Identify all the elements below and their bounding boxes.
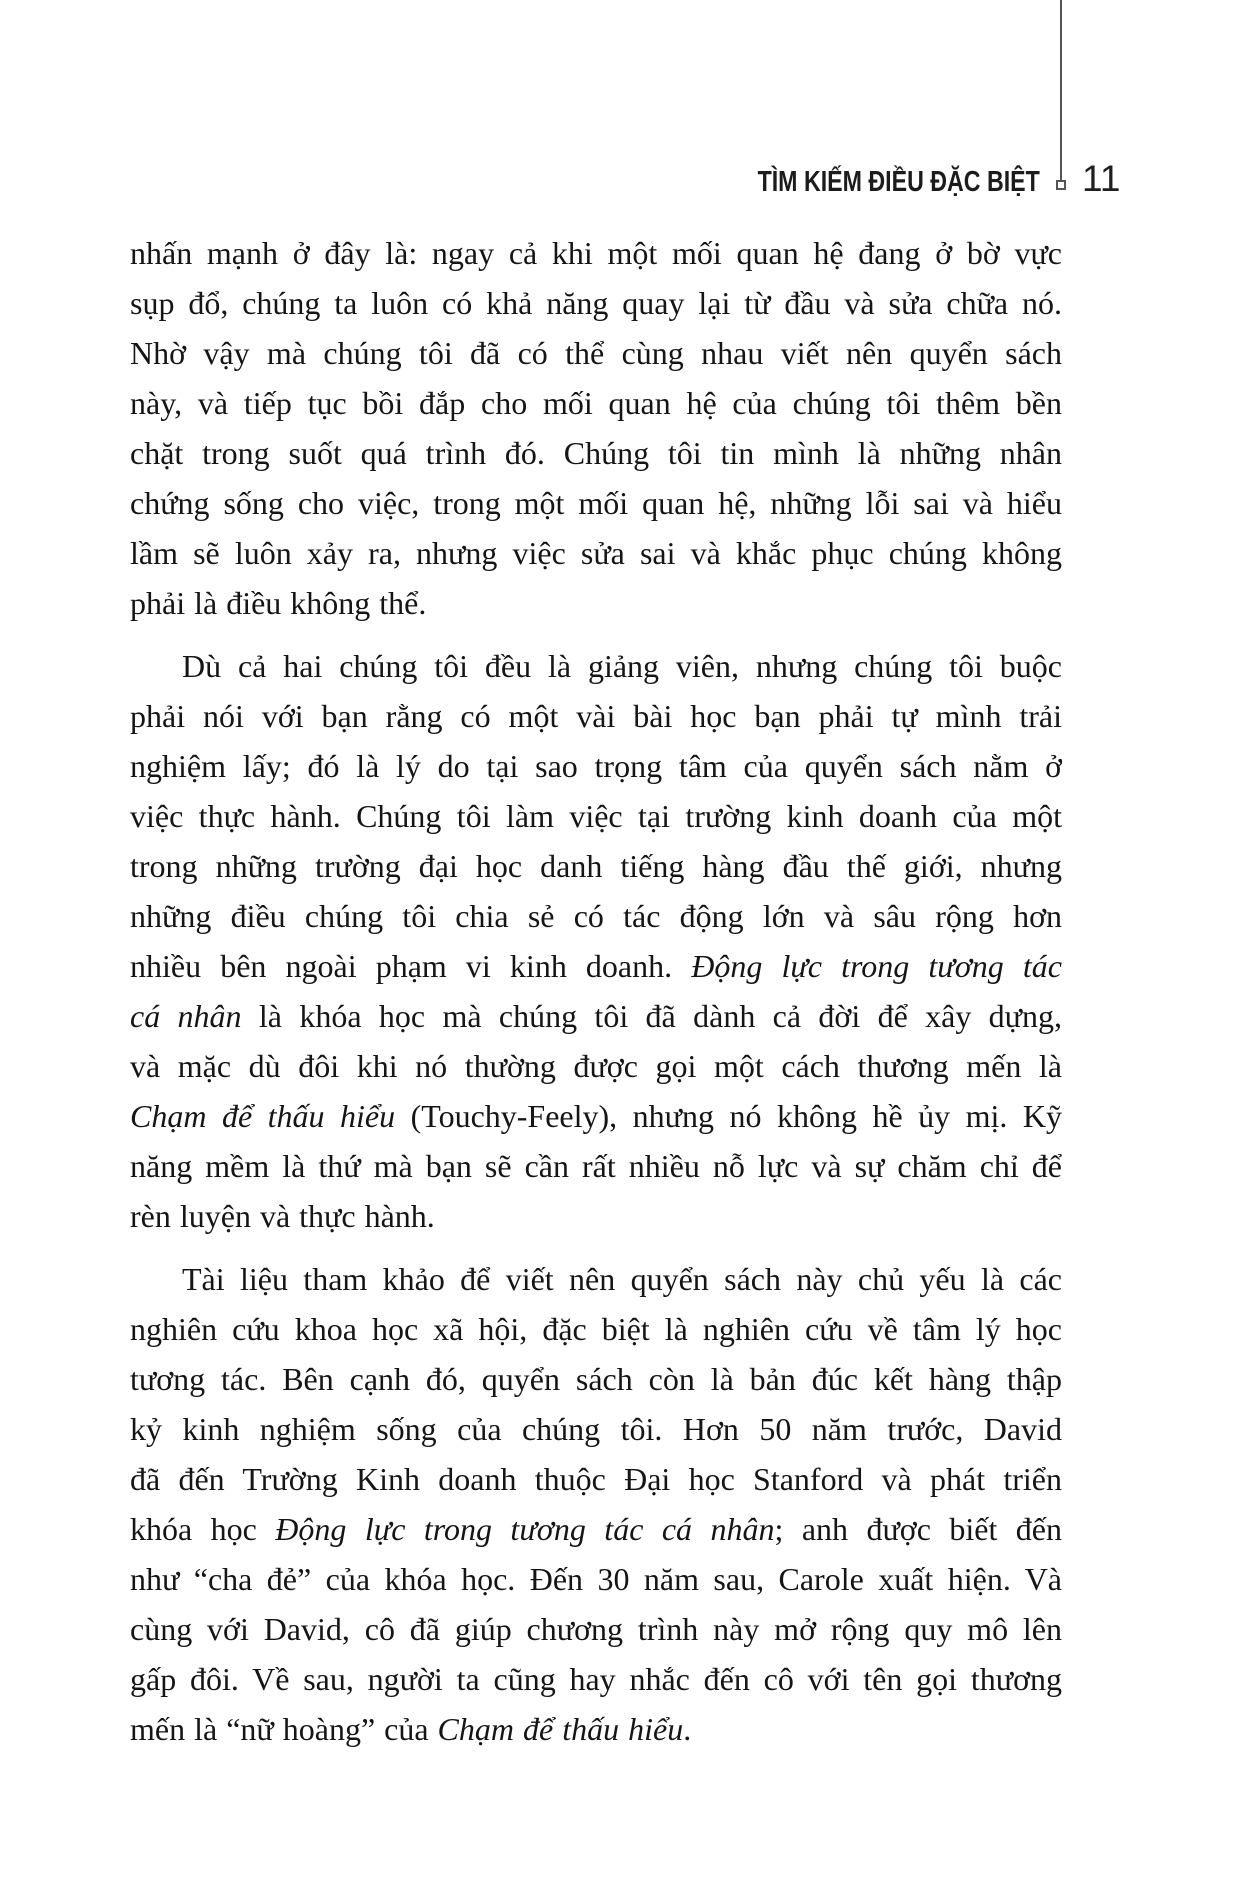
header-vertical-rule [1060, 0, 1062, 181]
text-line [130, 991, 1062, 1041]
text-segment: lầm sẽ luôn xảy ra, nhưng việc sửa sai và khắc phục chúng không [130, 535, 1062, 571]
text-segment: là khóa học mà chúng tôi đã dành cả đời để xây dựng, [241, 998, 1062, 1034]
text-line [130, 578, 1062, 628]
text-segment: gấp đôi. Về sau, người ta cũng hay nhắc đến cô với tên gọi thương [130, 1661, 1062, 1697]
text-segment: này, và tiếp tục bồi đắp cho mối quan hệ của chúng tôi thêm bền [130, 385, 1062, 421]
text-line [130, 1141, 1062, 1191]
text-segment: phải nói với bạn rằng có một vài bài học bạn phải tự mình trải [130, 698, 1062, 734]
text-line [130, 1041, 1062, 1091]
text-line [130, 891, 1062, 941]
text-line [130, 378, 1062, 428]
text-line [130, 1604, 1062, 1654]
text-line [130, 641, 1062, 691]
text-segment: cùng với David, cô đã giúp chương trình này mở rộng quy mô lên [130, 1611, 1062, 1647]
text-segment: sụp đổ, chúng ta luôn có khả năng quay lại từ đầu và sửa chữa nó. [130, 285, 1062, 321]
text-segment: ; anh được biết đến [774, 1511, 1062, 1547]
text-segment: Nhờ vậy mà chúng tôi đã có thể cùng nhau viết nên quyển sách [130, 335, 1062, 371]
italic-text-segment: cá nhân [130, 998, 242, 1034]
text-segment: kỷ kinh nghiệm sống của chúng tôi. Hơn 50 năm trước, David [130, 1411, 1062, 1447]
text-line [130, 1704, 1062, 1754]
text-segment: Dù cả hai chúng tôi đều là giảng viên, nhưng chúng tôi buộc [182, 648, 1062, 684]
text-segment: và mặc dù đôi khi nó thường được gọi một cách thương mến là [130, 1048, 1062, 1084]
text-line [130, 428, 1062, 478]
text-line [130, 528, 1062, 578]
text-line [130, 1191, 1062, 1241]
text-segment: (Touchy-Feely), nhưng nó không hề ủy mị. Kỹ [395, 1098, 1062, 1134]
text-segment: việc thực hành. Chúng tôi làm việc tại trường kinh doanh của một [130, 798, 1062, 834]
text-line [130, 1091, 1062, 1141]
text-line [130, 328, 1062, 378]
text-segment: nghiệm lấy; đó là lý do tại sao trọng tâm của quyển sách nằm ở [130, 748, 1062, 784]
text-segment: trong những trường đại học danh tiếng hàng đầu thế giới, nhưng [130, 848, 1062, 884]
paragraph [130, 641, 1062, 1241]
text-line [130, 1404, 1062, 1454]
italic-text-segment: Chạm để thấu hiểu [130, 1098, 396, 1134]
text-line [130, 1454, 1062, 1504]
text-segment: . [683, 1711, 692, 1747]
page-body [130, 228, 1062, 1754]
text-line [130, 741, 1062, 791]
text-segment: nhấn mạnh ở đây là: ngay cả khi một mối quan hệ đang ở bờ vực [130, 235, 1062, 271]
text-line [130, 941, 1062, 991]
text-segment: mến là “nữ hoàng” của [130, 1711, 438, 1747]
text-segment: Tài liệu tham khảo để viết nên quyển sách này chủ yếu là các [182, 1261, 1062, 1297]
text-line [130, 228, 1062, 278]
text-segment: đã đến Trường Kinh doanh thuộc Đại học Stanford và phát triển [130, 1461, 1062, 1497]
text-segment: khóa học [130, 1511, 276, 1547]
paragraph [130, 228, 1062, 628]
text-segment: nhiều bên ngoài phạm vi kinh doanh. [130, 948, 692, 984]
italic-text-segment: Động lực trong tương tác [691, 948, 1062, 984]
text-line [130, 1654, 1062, 1704]
text-segment: phải là điều không thể. [130, 585, 427, 621]
text-line [130, 1354, 1062, 1404]
text-line [130, 478, 1062, 528]
text-segment: rèn luyện và thực hành. [130, 1198, 435, 1234]
text-line [130, 1504, 1062, 1554]
italic-text-segment: Chạm để thấu hiểu [437, 1711, 684, 1747]
text-line [130, 791, 1062, 841]
text-line [130, 278, 1062, 328]
text-segment: những điều chúng tôi chia sẻ có tác động lớn và sâu rộng hơn [130, 898, 1062, 934]
page-number: 11 [1082, 158, 1121, 199]
text-segment: chặt trong suốt quá trình đó. Chúng tôi tin mình là những nhân [130, 435, 1062, 471]
text-line [130, 841, 1062, 891]
text-line [130, 1554, 1062, 1604]
text-segment: nghiên cứu khoa học xã hội, đặc biệt là nghiên cứu về tâm lý học [130, 1311, 1062, 1347]
text-segment: chứng sống cho việc, trong một mối quan hệ, những lỗi sai và hiểu [130, 485, 1062, 521]
text-line [130, 691, 1062, 741]
text-segment: như “cha đẻ” của khóa học. Đến 30 năm sau, Carole xuất hiện. Và [130, 1561, 1062, 1597]
text-line [130, 1304, 1062, 1354]
rule-endpoint-square-icon [1056, 180, 1066, 190]
italic-text-segment: Động lực trong tương tác cá nhân [275, 1511, 775, 1547]
paragraph [130, 1254, 1062, 1754]
text-segment: năng mềm là thứ mà bạn sẽ cần rất nhiều nỗ lực và sự chăm chỉ để [130, 1148, 1062, 1184]
running-head-title: TÌM KIẾM ĐIỀU ĐẶC BIỆT [757, 166, 1040, 198]
text-segment: tương tác. Bên cạnh đó, quyển sách còn là bản đúc kết hàng thập [130, 1361, 1062, 1397]
text-line [130, 1254, 1062, 1304]
